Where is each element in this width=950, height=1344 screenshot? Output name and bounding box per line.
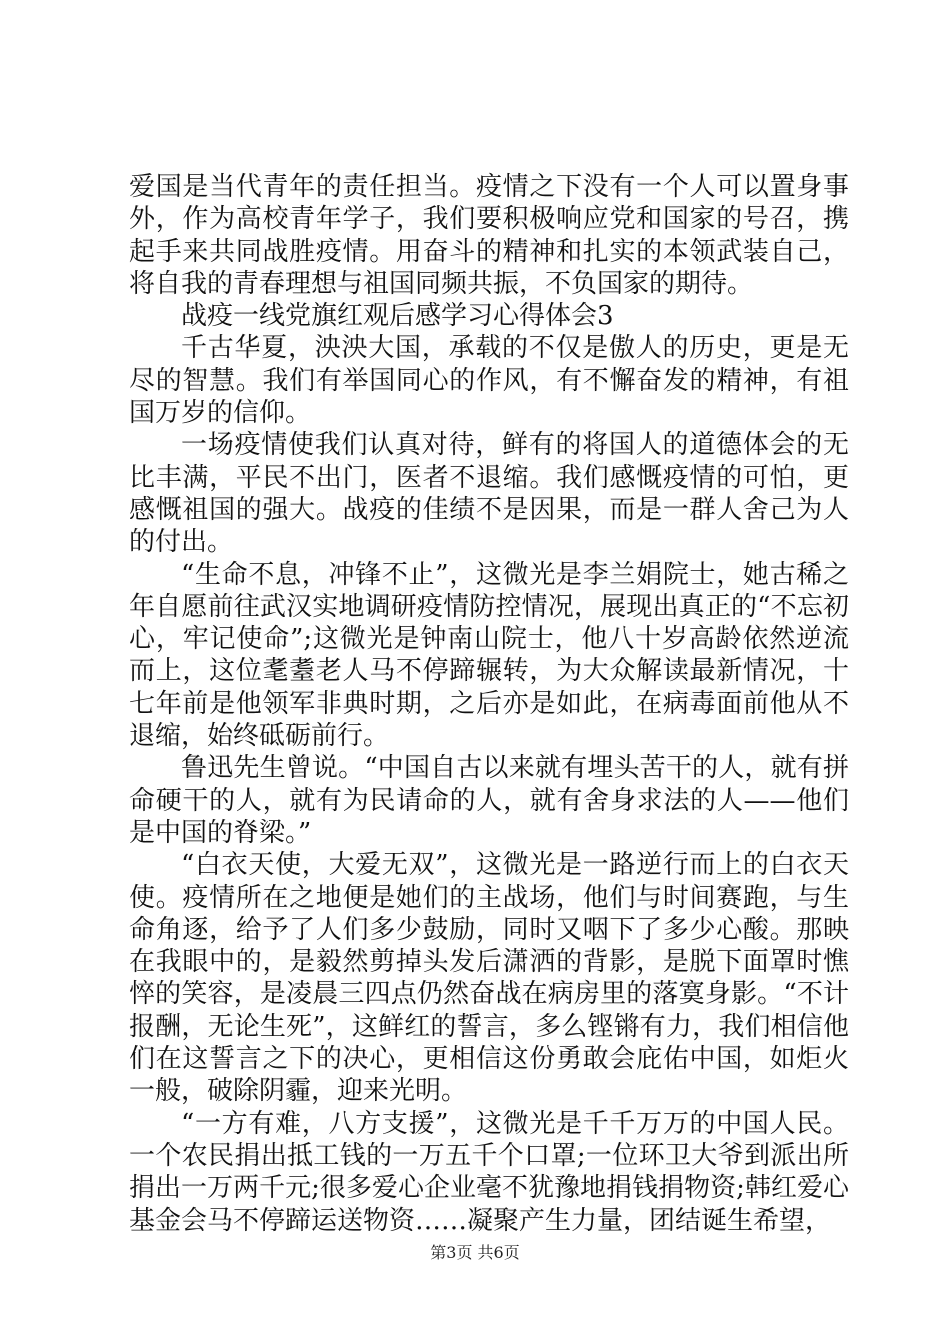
paragraph-5: “生命不息，冲锋不止”，这微光是李兰娟院士，她古稀之年自愿前往武汉实地调研疫情防控情况，展现出真正的“不忘初心，牢记使命”;这微光是钟南山院士，他八十岁高龄依然逆流而上，这位耄耋老人马不停蹄辗转，为大众解读最新情况，十七年前是他领军非典时期，之后亦是如此，在病毒面前他从不退缩，始终砥砺前行。 (129, 559, 849, 752)
paragraph-6: 鲁迅先生曾说。“中国自古以来就有埋头苦干的人，就有拼命硬干的人，就有为民请命的人，就有舍身求法的人——他们是中国的脊梁。” (129, 753, 849, 848)
paragraph-8: “一方有难，八方支援”，这微光是千千万万的中国人民。一个农民捐出抵工钱的一万五千个口罩;一位环卫大爷到派出所捐出一万两千元;很多爱心企业毫不犹豫地捐钱捐物资;韩红爱心基金会马不停蹄运送物资……凝聚产生力量，团结诞生希望， (129, 1108, 849, 1236)
paragraph-4: 一场疫情使我们认真对待，鲜有的将国人的道德体会的无比丰满，平民不出门，医者不退缩。我们感慨疫情的可怕，更感慨祖国的强大。战疫的佳绩不是因果，而是一群人舍己为人的付出。 (129, 430, 849, 558)
document-body (129, 171, 849, 1237)
paragraph-3: 千古华夏，泱泱大国，承载的不仅是傲人的历史，更是无尽的智慧。我们有举国同心的作风，有不懈奋发的精神，有祖国万岁的信仰。 (129, 333, 849, 429)
paragraph-7: “白衣天使，大爱无双”，这微光是一路逆行而上的白衣天使。疫情所在之地便是她们的主战场，他们与时间赛跑，与生命角逐，给予了人们多少鼓励，同时又咽下了多少心酸。那映在我眼中的，是毅然剪掉头发后潇洒的背影，是脱下面罩时憔悴的笑容，是凌晨三四点仍然奋战在病房里的落寞身影。“不计报酬，无论生死”，这鲜红的誓言，多么铿锵有力，我们相信他们在这誓言之下的决心，更相信这份勇敢会庇佑中国，如炬火一般，破除阴霾，迎来光明。 (129, 850, 849, 1107)
section-heading: 战疫一线党旗红观后感学习心得体会3 (181, 301, 614, 332)
page-number-footer: 第3页 共6页 (430, 1243, 520, 1262)
paragraph-1: 爱国是当代青年的责任担当。疫情之下没有一个人可以置身事外，作为高校青年学子，我们要积极响应党和国家的号召，携起手来共同战胜疫情。用奋斗的精神和扎实的本领武装自己，将自我的青春理想与祖国同频共振，不负国家的期待。 (129, 172, 849, 299)
